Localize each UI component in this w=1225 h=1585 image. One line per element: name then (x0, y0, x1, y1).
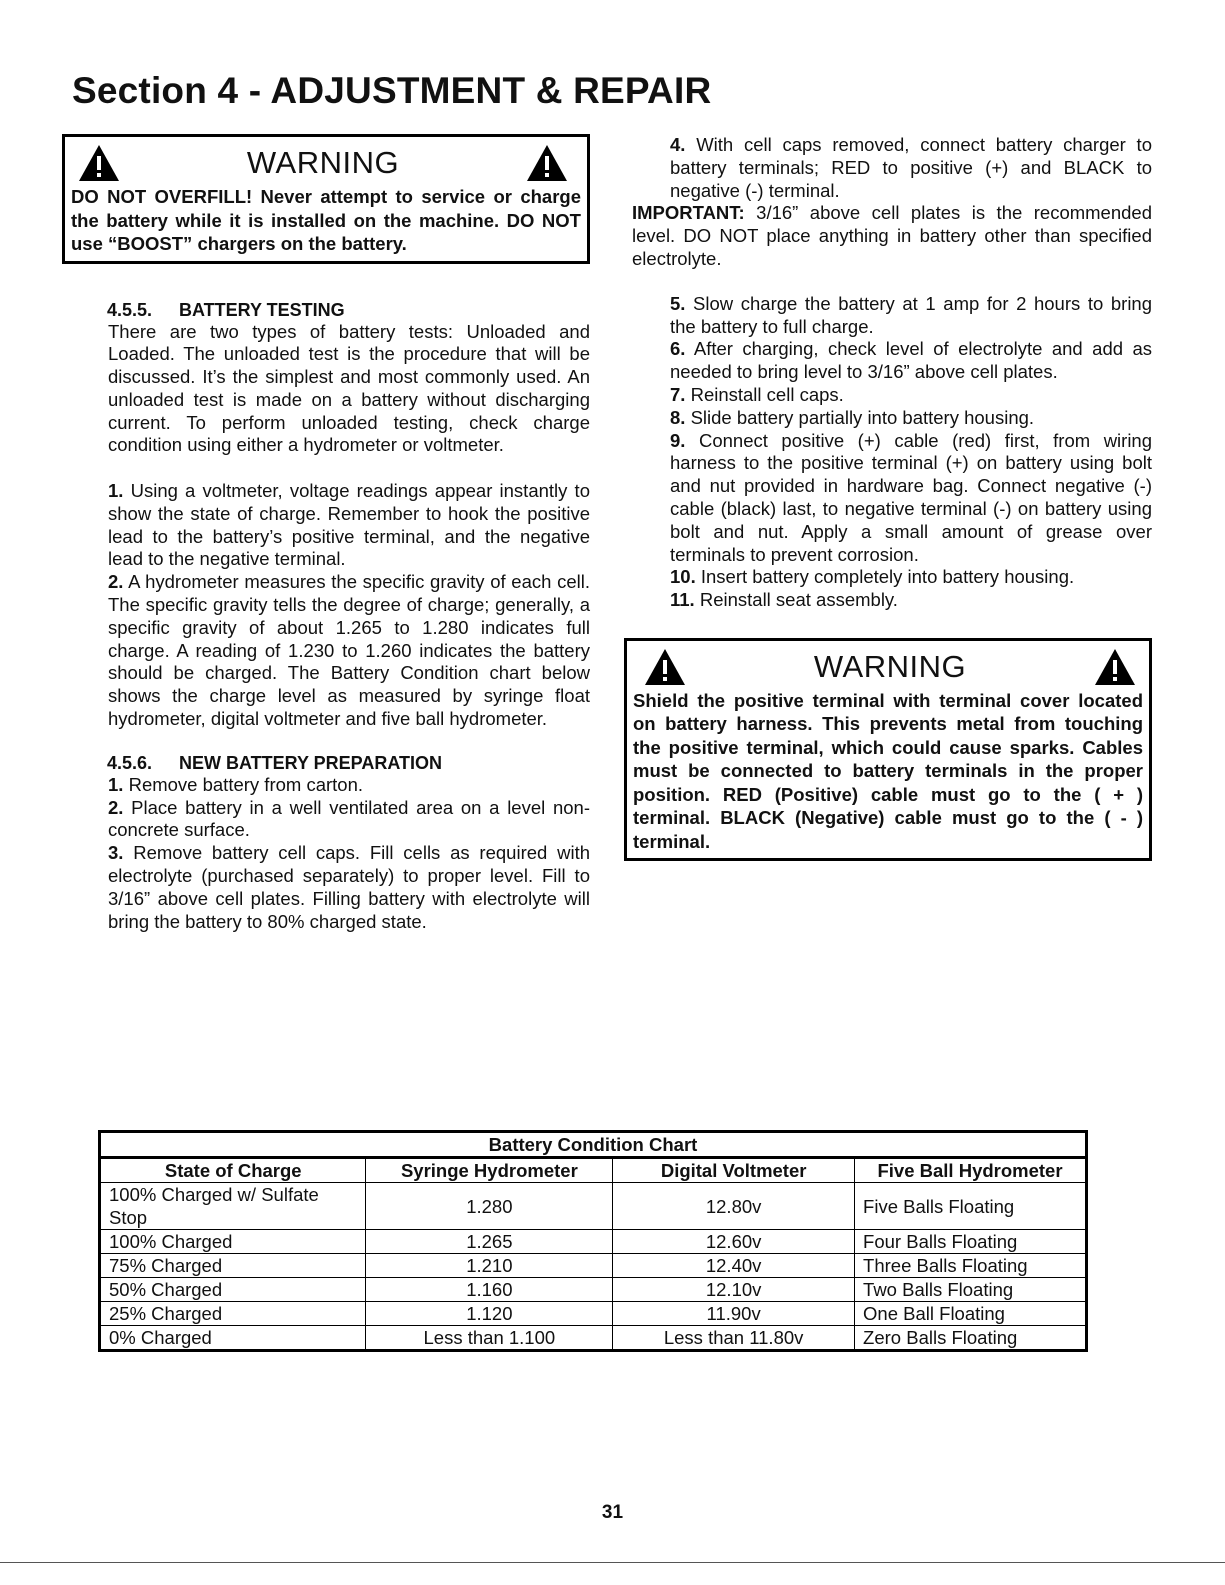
table-row (100, 1230, 1087, 1254)
step-number: 2. (108, 796, 124, 818)
section-heading-new-battery (107, 753, 590, 774)
table-header: Digital Voltmeter (613, 1158, 855, 1183)
warning-triangle-icon (525, 143, 569, 183)
section-number: 4.5.5. (107, 299, 153, 320)
list-item (108, 797, 590, 843)
table-cell: 50% Charged (100, 1278, 366, 1302)
new-battery-body (108, 774, 590, 934)
list-item (670, 338, 1152, 384)
step-text: Using a voltmeter, voltage readings appear instantly to show the state of charge. Remember to hook the positive lead to the battery’s positive terminal, and the negative lead to the negative terminal. (108, 480, 590, 570)
table-cell: 1.120 (366, 1302, 613, 1326)
table-cell: 75% Charged (100, 1254, 366, 1278)
table-cell: 1.280 (366, 1183, 613, 1230)
page-divider (0, 1562, 1225, 1563)
step-number: 1. (108, 480, 124, 502)
table-header: State of Charge (100, 1158, 366, 1183)
list-item (670, 293, 1152, 339)
warning-header (71, 141, 581, 185)
step-number: 10. (670, 566, 696, 588)
table-row (100, 1302, 1087, 1326)
step-text: After charging, check level of electrolyte and add as needed to bring level to 3/16” above cell plates. (670, 338, 1153, 383)
step-number: 1. (108, 773, 124, 795)
step-text: Remove battery cell caps. Fill cells as required with electrolyte (purchased separately) to proper level. Fill to 3/16” above cell plates. Filling battery with electrolyte will bring the battery to 80% charged state. (108, 842, 591, 932)
table-cell: One Ball Floating (855, 1302, 1087, 1326)
important-text: 3/16” above cell plates is the recommended level. DO NOT place anything in battery other than specified electrolyte. (632, 202, 1152, 269)
section-heading-battery-testing (107, 300, 590, 321)
step-text: Reinstall seat assembly. (699, 589, 898, 611)
warning-triangle-icon (77, 143, 121, 183)
table-cell: Less than 1.100 (366, 1326, 613, 1351)
step-number: 6. (670, 338, 686, 360)
list-item (670, 430, 1152, 567)
table-header: Five Ball Hydrometer (855, 1158, 1087, 1183)
table-cell: Three Balls Floating (855, 1254, 1087, 1278)
list-item (108, 571, 590, 731)
section-heading-text: NEW BATTERY PREPARATION (179, 752, 443, 773)
table-cell: 100% Charged w/ Sulfate Stop (100, 1183, 366, 1230)
table-cell: 12.40v (613, 1254, 855, 1278)
table-cell: Four Balls Floating (855, 1230, 1087, 1254)
section-heading-text: BATTERY TESTING (179, 299, 345, 320)
page-number: 31 (601, 1502, 624, 1523)
list-item (670, 566, 1152, 589)
table-cell: Five Balls Floating (855, 1183, 1087, 1230)
table-row (100, 1326, 1087, 1351)
step-text: Slow charge the battery at 1 amp for 2 hours to bring the battery to full charge. (670, 292, 1153, 337)
step-number: 8. (670, 406, 686, 428)
table-header: Syringe Hydrometer (366, 1158, 613, 1183)
table-row (100, 1254, 1087, 1278)
table-row (100, 1278, 1087, 1302)
list-item (108, 480, 590, 571)
table-cell: Zero Balls Floating (855, 1326, 1087, 1351)
warning-title: WARNING (246, 145, 400, 180)
list-item (670, 384, 1152, 407)
warning-text: DO NOT OVERFILL! Never attempt to service or charge the battery while it is installed on the machine. DO NOT use “BOOST” chargers on the battery. (71, 186, 581, 254)
table-cell: Two Balls Floating (855, 1278, 1087, 1302)
battery-testing-intro: There are two types of battery tests: Unloaded and Loaded. The unloaded test is the procedure that will be discussed. It’s the simplest and most commonly used. An unloaded test is made on a battery without discharging current. To perform unloaded testing, check charge condition using either a hydrometer or voltmeter. (108, 320, 590, 456)
page-title: Section 4 - ADJUSTMENT & REPAIR (72, 70, 712, 111)
step-number: 9. (670, 429, 686, 451)
table-caption: Battery Condition Chart (100, 1132, 1087, 1158)
step-number: 11. (670, 589, 695, 611)
new-battery-steps-more (670, 293, 1152, 612)
table-row (100, 1183, 1087, 1230)
step-number: 2. (108, 571, 124, 593)
warning-box-overfill (62, 134, 590, 264)
step-text: Slide battery partially into battery housing. (690, 406, 1035, 428)
warning-header (633, 645, 1143, 689)
list-item (108, 842, 590, 933)
warning-triangle-icon (1093, 647, 1137, 687)
table-cell: 12.80v (613, 1183, 855, 1230)
step-text: Place battery in a well ventilated area on a level non-concrete surface. (108, 796, 591, 841)
important-label: IMPORTANT: (632, 202, 745, 224)
new-battery-steps-continued (670, 134, 1152, 202)
warning-text: Shield the positive terminal with terminal cover located on battery harness. This prevents metal from touching the positive terminal, which could cause sparks. Cables must be connected to battery terminals in the proper position. RED (Positive) cable must go to the ( + ) terminal. BLACK (Negative) cable must go to the ( - ) terminal. (633, 689, 1143, 852)
battery-condition-table (98, 1130, 1088, 1352)
left-column (62, 134, 590, 933)
list-item (670, 407, 1152, 430)
step-text: Remove battery from carton. (128, 773, 363, 795)
table-cell: 0% Charged (100, 1326, 366, 1351)
warning-title: WARNING (813, 648, 967, 684)
step-text: Insert battery completely into battery housing. (700, 566, 1075, 588)
battery-testing-body (108, 321, 590, 731)
step-text: With cell caps removed, connect battery charger to battery terminals; RED to positive (+) and BLACK to negative (-) terminal. (670, 134, 1152, 201)
list-item (670, 589, 1152, 612)
section-number: 4.5.6. (107, 752, 153, 773)
table-cell: 1.210 (366, 1254, 613, 1278)
table-cell: 12.60v (613, 1230, 855, 1254)
table-cell: 25% Charged (100, 1302, 366, 1326)
important-note (632, 202, 1152, 270)
warning-box-terminal (624, 638, 1152, 862)
table-cell: 12.10v (613, 1278, 855, 1302)
list-item (670, 134, 1152, 202)
table-cell: 11.90v (613, 1302, 855, 1326)
table-caption-row (100, 1132, 1087, 1158)
step-number: 3. (108, 842, 124, 864)
table-cell: 1.265 (366, 1230, 613, 1254)
table-cell: 100% Charged (100, 1230, 366, 1254)
warning-triangle-icon (643, 647, 687, 687)
right-column (632, 134, 1152, 861)
step-number: 5. (670, 292, 686, 314)
step-text: Reinstall cell caps. (690, 383, 844, 405)
table-cell: Less than 11.80v (613, 1326, 855, 1351)
step-number: 4. (670, 134, 686, 155)
list-item (108, 774, 590, 797)
step-text: A hydrometer measures the specific gravity of each cell. The specific gravity tells the degree of charge; generally, a specific gravity of about 1.265 to 1.280 indicates full charge. A reading of 1.230 to 1.260 indicates the battery should be charged. The Battery Condition chart below shows the charge level as measured by syringe float hydrometer, digital voltmeter and five ball hydrometer. (108, 571, 590, 730)
table-cell: 1.160 (366, 1278, 613, 1302)
table-header-row (100, 1158, 1087, 1183)
step-text: Connect positive (+) cable (red) first, from wiring harness to the positive terminal (+) on battery using bolt and nut provided in hardware bag. Connect negative (-) cable (black) last, to negative terminal (-) on battery using bolt and nut. Apply a small amount of grease over terminals to prevent corrosion. (670, 429, 1153, 565)
step-number: 7. (670, 383, 686, 405)
